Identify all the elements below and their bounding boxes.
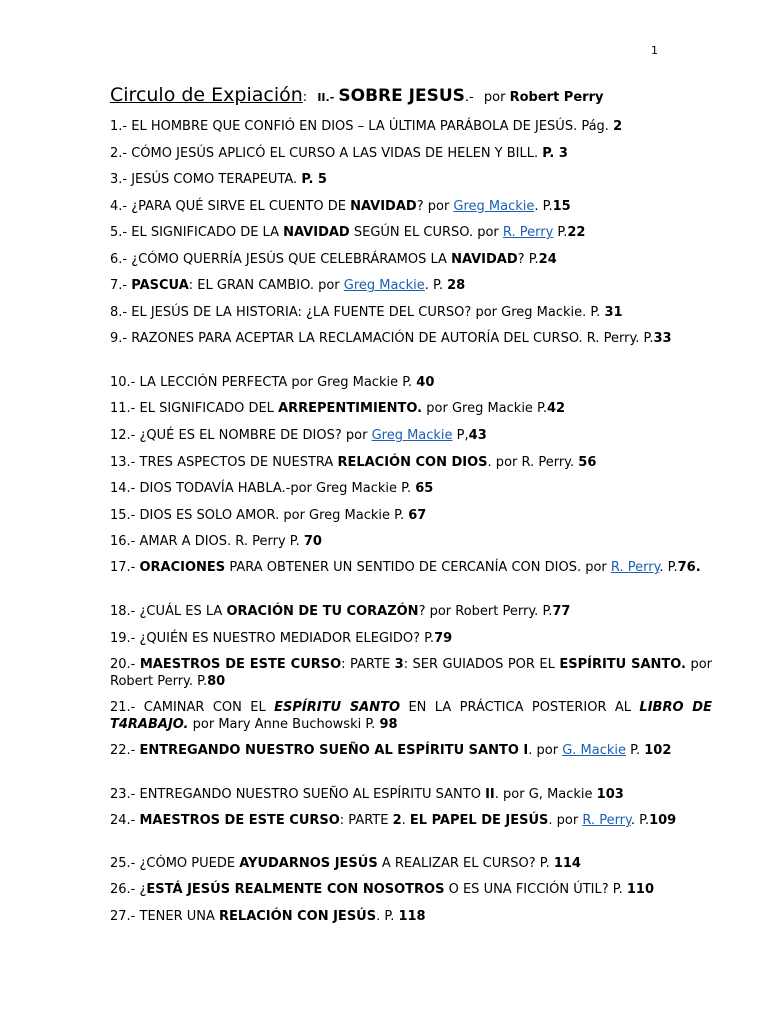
author-link[interactable]: Greg Mackie bbox=[343, 278, 425, 293]
bold-text: 3 bbox=[394, 657, 404, 672]
document-title bbox=[110, 84, 712, 106]
toc-entry bbox=[110, 786, 712, 803]
bold-text: 56 bbox=[578, 455, 597, 470]
entry-text: 21.- CAMINAR CON EL bbox=[110, 700, 275, 715]
bold-text: MAESTROS DE ESTE CURSO bbox=[139, 813, 340, 828]
author-link[interactable]: G. Mackie bbox=[562, 743, 627, 758]
bold-text: 22 bbox=[567, 225, 586, 240]
entry-text: A REALIZAR EL CURSO? P. bbox=[377, 856, 554, 871]
toc-entry bbox=[110, 427, 712, 444]
bold-text: RELACIÓN CON JESÚS bbox=[219, 909, 377, 924]
bold-text: NAVIDAD bbox=[451, 252, 518, 267]
title-by: por bbox=[483, 90, 506, 105]
entry-text: 10.- LA LECCIÓN PERFECTA por Greg Mackie P. bbox=[110, 375, 417, 390]
bold-text: NAVIDAD bbox=[350, 199, 417, 214]
entry-text: . por bbox=[548, 813, 583, 828]
entry-text: por Mary Anne Buchowski P. bbox=[188, 717, 380, 732]
bold-text: P. 5 bbox=[301, 172, 327, 187]
entry-text: por Greg Mackie P. bbox=[422, 401, 548, 416]
entry-text: : PARTE bbox=[341, 657, 395, 672]
toc-entry bbox=[110, 881, 712, 898]
toc-entry bbox=[110, 304, 712, 321]
entry-text: O ES UNA FICCIÓN ÚTIL? P. bbox=[444, 882, 627, 897]
entry-text: 1.- EL HOMBRE QUE CONFIÓ EN DIOS – LA ÚLTIMA PARÁBOLA DE JESÚS. Pág. bbox=[110, 119, 614, 134]
bold-text: 65 bbox=[415, 481, 434, 496]
entry-text: 23.- ENTREGANDO NUESTRO SUEÑO AL ESPÍRITU SANTO bbox=[110, 787, 486, 802]
toc-entry bbox=[110, 855, 712, 872]
bold-text: ORACIÓN DE TU CORAZÓN bbox=[226, 604, 419, 619]
toc-entry bbox=[110, 699, 712, 733]
entry-text: : SER GUIADOS POR EL bbox=[403, 657, 560, 672]
bold-text: 109 bbox=[649, 813, 677, 828]
bold-text: 15 bbox=[552, 199, 571, 214]
toc-entry bbox=[110, 224, 712, 241]
bold-text: ARREPENTIMIENTO. bbox=[278, 401, 423, 416]
entry-text: 15.- DIOS ES SOLO AMOR. por Greg Mackie P. bbox=[110, 508, 409, 523]
entry-text: 13.- TRES ASPECTOS DE NUESTRA bbox=[110, 455, 338, 470]
entry-text: SEGÚN EL CURSO. por bbox=[349, 225, 503, 240]
title-author: Robert Perry bbox=[509, 90, 604, 105]
bold-text: 28 bbox=[447, 278, 466, 293]
entry-text: 19.- ¿QUIÉN ES NUESTRO MEDIADOR ELEGIDO? P. bbox=[110, 631, 435, 646]
title-main: Circulo de Expiación bbox=[110, 84, 303, 106]
author-link[interactable]: R. Perry bbox=[582, 813, 631, 828]
bold-text: 79 bbox=[434, 631, 453, 646]
toc-entry bbox=[110, 559, 712, 576]
bold-text: 76. bbox=[677, 560, 701, 575]
title-section-heading: SOBRE JESUS bbox=[338, 86, 465, 106]
toc-entry bbox=[110, 118, 712, 135]
toc-entry bbox=[110, 908, 712, 925]
author-link[interactable]: R. Perry bbox=[502, 225, 554, 240]
entry-text: por Robert Perry. P. bbox=[110, 657, 712, 689]
entry-text: P. bbox=[553, 225, 568, 240]
entry-text: 22.- bbox=[110, 743, 140, 758]
entry-text: 6.- ¿CÓMO QUERRÍA JESÚS QUE CELEBRÁRAMOS LA bbox=[110, 252, 452, 267]
bold-text: ORACIONES bbox=[139, 560, 226, 575]
author-link[interactable]: R. Perry bbox=[610, 560, 660, 575]
bold-text: 103 bbox=[596, 787, 624, 802]
entry-text: . P. bbox=[424, 278, 448, 293]
toc-entry bbox=[110, 603, 712, 620]
bold-text: II bbox=[485, 787, 495, 802]
entry-text: ? por Robert Perry. P. bbox=[418, 604, 553, 619]
toc-entry bbox=[110, 507, 712, 524]
toc-entry bbox=[110, 330, 712, 347]
entry-text: : EL GRAN CAMBIO. por bbox=[188, 278, 344, 293]
entry-text: 4.- ¿PARA QUÉ SIRVE EL CUENTO DE bbox=[110, 199, 351, 214]
entry-text: . P. bbox=[630, 813, 650, 828]
bold-text: 114 bbox=[553, 856, 581, 871]
bold-text: 77 bbox=[552, 604, 571, 619]
bold-text: 2 bbox=[392, 813, 402, 828]
toc-entry bbox=[110, 454, 712, 471]
entry-text: EN LA PRÁCTICA POSTERIOR AL bbox=[400, 700, 640, 715]
entry-text: . P. bbox=[534, 199, 553, 214]
toc-entry bbox=[110, 277, 712, 294]
author-link[interactable]: Greg Mackie bbox=[453, 199, 535, 214]
entry-text: 9.- RAZONES PARA ACEPTAR LA RECLAMACIÓN DE AUTORÍA DEL CURSO. R. Perry. P. bbox=[110, 331, 654, 346]
bold-italic-text: LIBRO DE T4RABAJO. bbox=[110, 700, 712, 732]
title-dot: .- bbox=[464, 90, 474, 105]
bold-text: 67 bbox=[408, 508, 427, 523]
title-colon: : bbox=[302, 90, 308, 105]
bold-text: 2 bbox=[613, 119, 623, 134]
entry-text: . por G, Mackie bbox=[494, 787, 597, 802]
entry-text: 14.- DIOS TODAVÍA HABLA.-por Greg Mackie P. bbox=[110, 481, 416, 496]
author-link[interactable]: Greg Mackie bbox=[371, 428, 453, 443]
entry-text: ? P. bbox=[517, 252, 539, 267]
entry-text: . por R. Perry. bbox=[487, 455, 579, 470]
entry-text: 25.- ¿CÓMO PUEDE bbox=[110, 856, 240, 871]
entry-text: ? por bbox=[416, 199, 454, 214]
toc-entry bbox=[110, 630, 712, 647]
bold-text: 98 bbox=[379, 717, 398, 732]
entry-text: . por bbox=[528, 743, 563, 758]
bold-text: AYUDARNOS JESÚS bbox=[239, 856, 378, 871]
entry-text: PARA OBTENER UN SENTIDO DE CERCANÍA CON DIOS. por bbox=[225, 560, 611, 575]
entry-text: 5.- EL SIGNIFICADO DE LA bbox=[110, 225, 284, 240]
entry-text: 2.- CÓMO JESÚS APLICÓ EL CURSO A LAS VIDAS DE HELEN Y BILL. bbox=[110, 146, 543, 161]
toc-entry bbox=[110, 400, 712, 417]
entry-text: 17.- bbox=[110, 560, 140, 575]
toc-entry bbox=[110, 480, 712, 497]
entry-text: P. bbox=[626, 743, 645, 758]
bold-text: 40 bbox=[416, 375, 435, 390]
page-number: 1 bbox=[651, 44, 658, 57]
bold-text: 33 bbox=[653, 331, 672, 346]
bold-text: 31 bbox=[604, 305, 623, 320]
bold-text: 70 bbox=[303, 534, 322, 549]
bold-text: NAVIDAD bbox=[283, 225, 350, 240]
toc-entry bbox=[110, 198, 712, 215]
toc-entry bbox=[110, 145, 712, 162]
entry-text: 24.- bbox=[110, 813, 140, 828]
toc-entry bbox=[110, 742, 712, 759]
bold-text: 102 bbox=[644, 743, 672, 758]
toc-entry bbox=[110, 171, 712, 188]
bold-text: MAESTROS DE ESTE CURSO bbox=[139, 657, 342, 672]
title-section-number: II.- bbox=[317, 91, 335, 104]
bold-text: 110 bbox=[626, 882, 655, 897]
entry-text: 16.- AMAR A DIOS. R. Perry P. bbox=[110, 534, 304, 549]
entry-text: 3.- JESÚS COMO TERAPEUTA. bbox=[110, 172, 302, 187]
entry-text: . P. bbox=[376, 909, 399, 924]
bold-text: 42 bbox=[547, 401, 566, 416]
bold-text: ESPÍRITU SANTO. bbox=[559, 657, 686, 672]
entry-text: 27.- TENER UNA bbox=[110, 909, 220, 924]
toc-entry bbox=[110, 533, 712, 550]
toc-entry bbox=[110, 656, 712, 690]
bold-text: PASCUA bbox=[131, 278, 189, 293]
bold-text: EL PAPEL DE JESÚS bbox=[409, 813, 549, 828]
bold-italic-text: ESPÍRITU SANTO bbox=[274, 700, 401, 715]
bold-text: RELACIÓN CON DIOS bbox=[337, 455, 488, 470]
entry-text: 26.- ¿ bbox=[110, 882, 147, 897]
entry-text: 11.- EL SIGNIFICADO DEL bbox=[110, 401, 279, 416]
bold-text: 80 bbox=[207, 674, 226, 689]
toc-entry bbox=[110, 251, 712, 268]
entry-text: 18.- ¿CUÁL ES LA bbox=[110, 604, 227, 619]
entry-text: 7.- bbox=[110, 278, 132, 293]
bold-text: ENTREGANDO NUESTRO SUEÑO AL ESPÍRITU SANTO I bbox=[139, 743, 529, 758]
entry-text: : PARTE bbox=[339, 813, 393, 828]
entry-text: 20.- bbox=[110, 657, 140, 672]
bold-text: 24 bbox=[538, 252, 557, 267]
entry-text: . P. bbox=[659, 560, 678, 575]
toc-entry bbox=[110, 812, 712, 829]
entry-text: . bbox=[401, 813, 410, 828]
entry-text: 8.- EL JESÚS DE LA HISTORIA: ¿LA FUENTE DEL CURSO? por Greg Mackie. P. bbox=[110, 305, 605, 320]
bold-text: 118 bbox=[398, 909, 426, 924]
toc-entry bbox=[110, 374, 712, 391]
bold-text: ESTÁ JESÚS REALMENTE CON NOSOTROS bbox=[146, 882, 445, 897]
bold-text: 43 bbox=[468, 428, 487, 443]
entry-text: 12.- ¿QUÉ ES EL NOMBRE DE DIOS? por bbox=[110, 428, 372, 443]
entry-text: P, bbox=[452, 428, 469, 443]
bold-text: P. 3 bbox=[542, 146, 568, 161]
